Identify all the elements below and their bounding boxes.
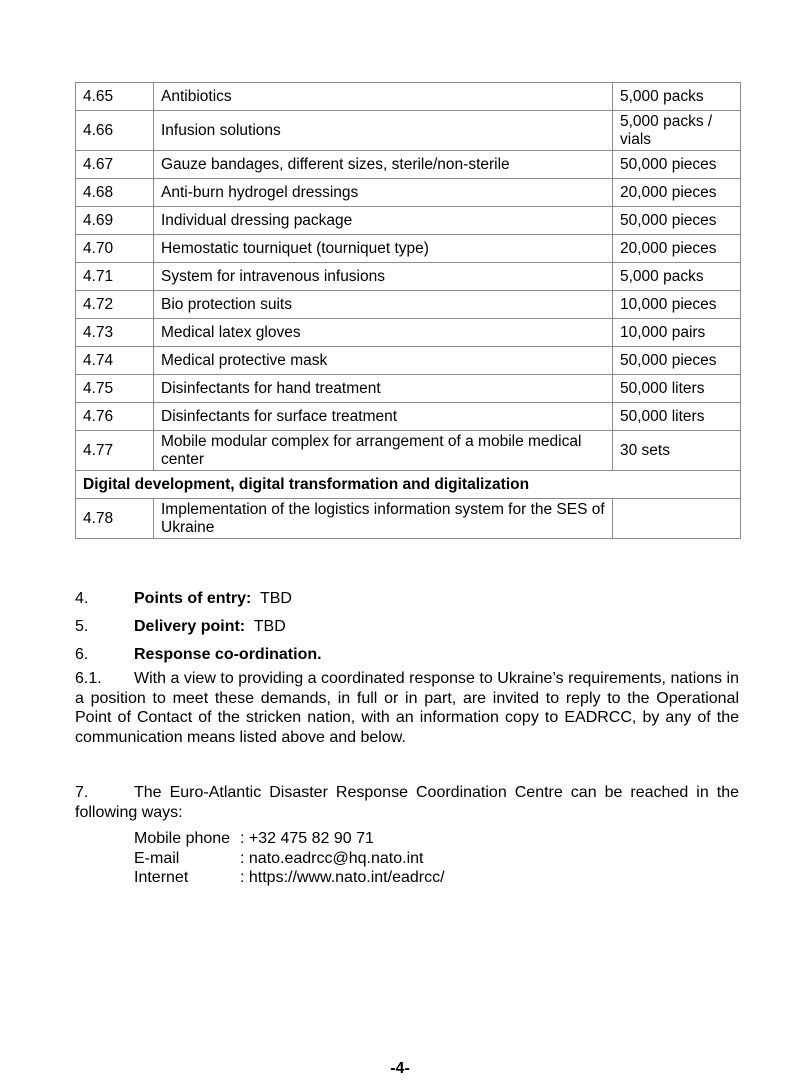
table-row [76,179,741,207]
item-number: 4.71 [76,263,154,291]
table-section-row [76,471,741,499]
table-row [76,83,741,111]
contact-label: Mobile phone [134,830,231,847]
table-row [76,291,741,319]
item-quantity: 10,000 pieces [613,291,741,319]
section-number: 4. [75,590,89,607]
item-number: 4.75 [76,375,154,403]
item-number: 4.70 [76,235,154,263]
item-quantity: 10,000 pairs [613,319,741,347]
item-number: 4.68 [76,179,154,207]
item-description: Mobile modular complex for arrangement of a mobile medical center [154,431,613,471]
item-number: 4.72 [76,291,154,319]
table-row [76,347,741,375]
item-quantity: 20,000 pieces [613,179,741,207]
item-quantity: 50,000 liters [613,403,741,431]
item-number: 4.66 [76,111,154,151]
section-header: Digital development, digital transformation and digitalization [76,471,741,499]
section-number: 5. [75,618,89,635]
item-number: 4.74 [76,347,154,375]
item-description: Infusion solutions [154,111,613,151]
item-description: Implementation of the logistics information system for the SES of Ukraine [154,499,613,539]
paragraph-number: 7. [75,784,89,801]
contact-label: E-mail [134,849,180,867]
table-row [76,111,741,151]
item-quantity: 50,000 pieces [613,151,741,179]
section-label: Delivery point: [134,618,246,635]
item-description: Hemostatic tourniquet (tourniquet type) [154,235,613,263]
contact-value: : https://www.nato.int/eadrcc/ [240,869,445,886]
paragraph-6-1 [75,669,739,747]
section-label: Response co-ordination. [134,646,322,663]
table-row [76,235,741,263]
table-row [76,499,741,539]
item-description: Gauze bandages, different sizes, sterile/non-sterile [154,151,613,179]
contact-label: Internet [134,869,189,886]
item-description: Medical latex gloves [154,319,613,347]
requirements-table [75,82,741,539]
paragraph-text: With a view to providing a coordinated response to Ukraine’s requirements, nations in a position to meet these demands, in full or in part, are invited to reply to the Operational Point of Contact of the stricken nation, with an information copy to EADRCC, by any of the communication means listed above and below. [75,670,739,746]
item-description: Disinfectants for hand treatment [154,375,613,403]
table-row [76,207,741,235]
section-value: TBD [259,590,292,607]
paragraph-number: 6.1. [75,670,102,687]
item-description: Bio protection suits [154,291,613,319]
paragraph-text: The Euro-Atlantic Disaster Response Coordination Centre can be reached in the following ways: [75,784,739,821]
paragraph-7 [75,783,739,822]
item-quantity: 50,000 liters [613,375,741,403]
table-row [76,319,741,347]
item-number: 4.65 [76,83,154,111]
item-quantity [613,499,741,539]
item-quantity: 5,000 packs [613,83,741,111]
item-number: 4.78 [76,499,154,539]
item-quantity: 50,000 pieces [613,347,741,375]
item-quantity: 50,000 pieces [613,207,741,235]
contact-value: : +32 475 82 90 71 [240,830,374,847]
page-number: -4- [390,1060,410,1077]
item-quantity: 5,000 packs / vials [613,111,741,151]
item-number: 4.67 [76,151,154,179]
table-row [76,375,741,403]
item-description: Medical protective mask [154,347,613,375]
item-description: Anti-burn hydrogel dressings [154,179,613,207]
section-label: Points of entry: [134,590,252,607]
table-row [76,263,741,291]
section-number: 6. [75,646,89,663]
item-number: 4.73 [76,319,154,347]
item-description: Antibiotics [154,83,613,111]
table-row [76,151,741,179]
item-number: 4.76 [76,403,154,431]
table-row [76,403,741,431]
item-description: System for intravenous infusions [154,263,613,291]
item-description: Individual dressing package [154,207,613,235]
item-quantity: 5,000 packs [613,263,741,291]
contact-value: : nato.eadrcc@hq.nato.int [240,849,424,867]
item-quantity: 30 sets [613,431,741,471]
section-value: TBD [253,618,286,635]
item-quantity: 20,000 pieces [613,235,741,263]
item-description: Disinfectants for surface treatment [154,403,613,431]
table-row [76,431,741,471]
item-number: 4.69 [76,207,154,235]
item-number: 4.77 [76,431,154,471]
